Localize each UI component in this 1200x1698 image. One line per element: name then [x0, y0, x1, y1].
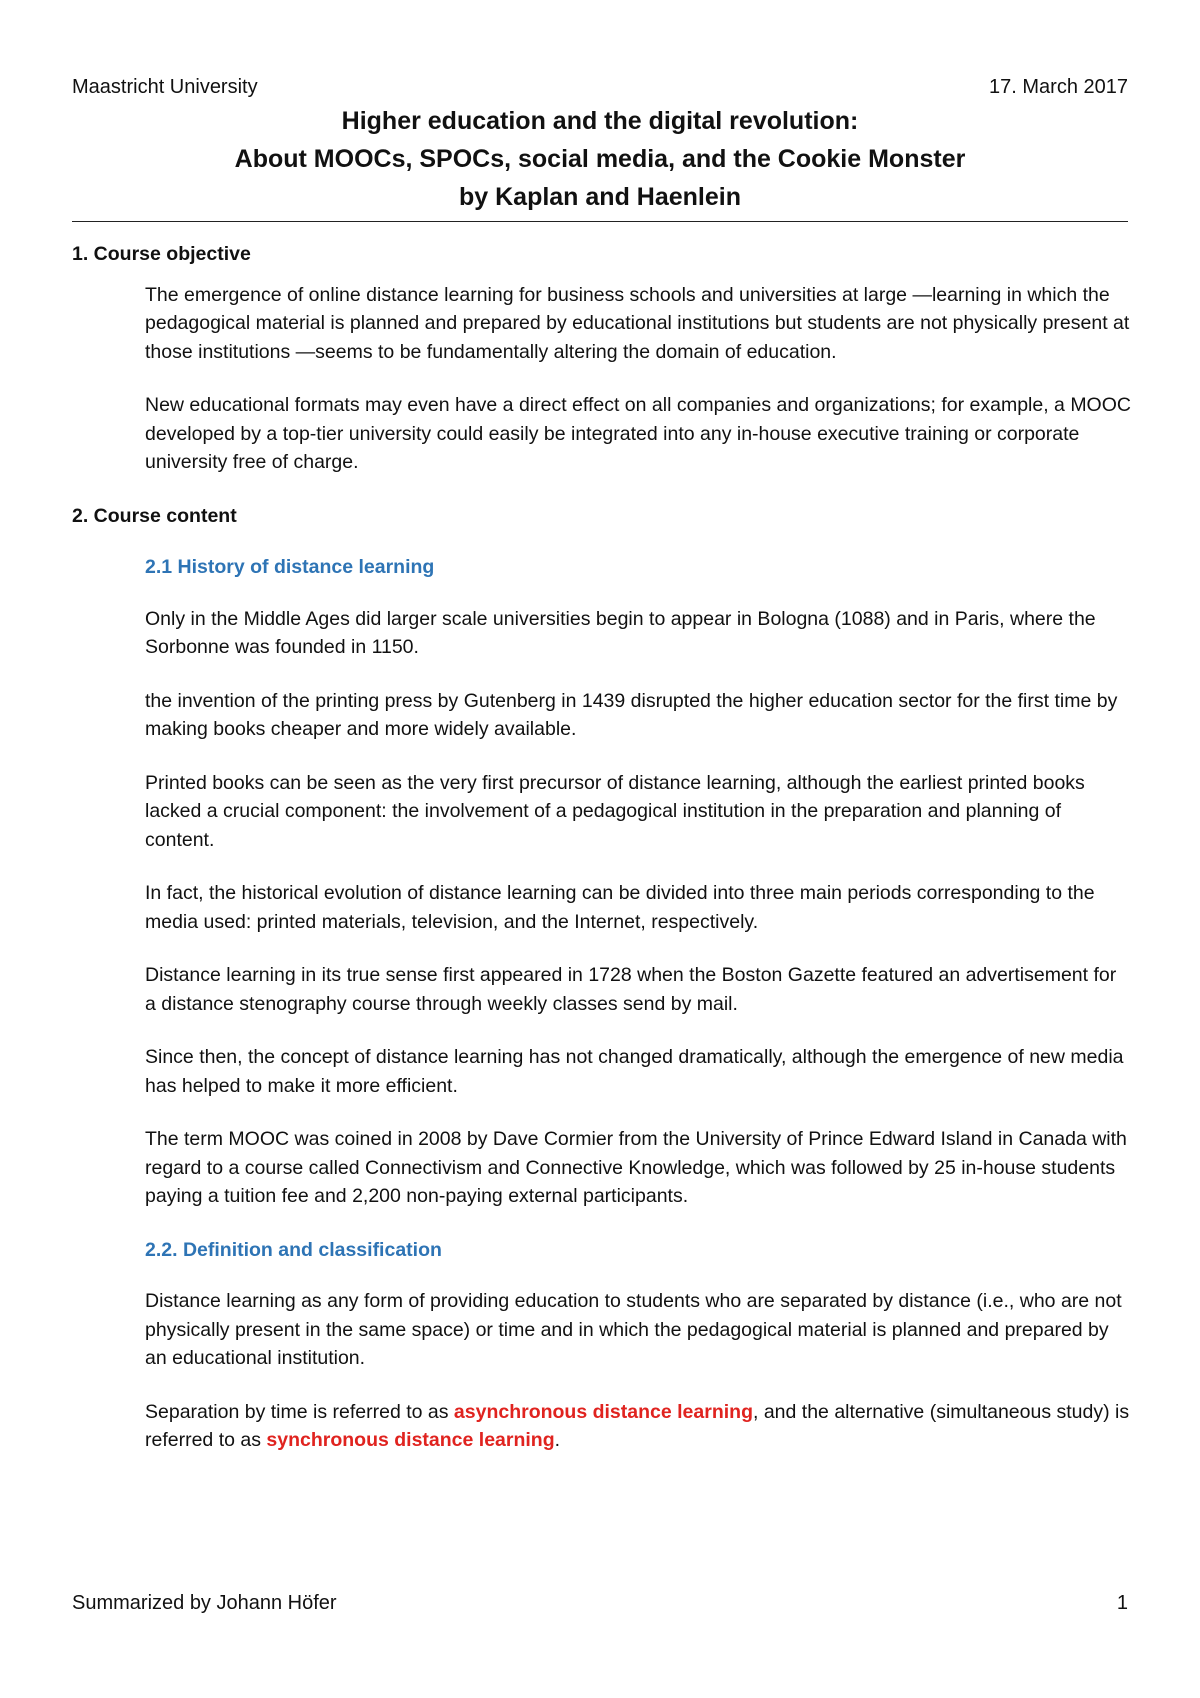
paragraph: Printed books can be seen as the very first precursor of distance learning, although the earliest printed books lacked a crucial component: the involvement of a pedagogical institution in the preparation and planning of content.	[145, 771, 1085, 851]
paragraph: The emergence of online distance learning for business schools and universities at large —learning in which the pedagogical material is planned and prepared by educational institutions but students are not physically present at those institutions —seems to be fundamentally altering the domain of education.	[145, 283, 1130, 363]
paragraph: In fact, the historical evolution of distance learning can be divided into three main periods corresponding to the media used: printed materials, television, and the Internet, respectively.	[145, 882, 1095, 933]
paragraph: Since then, the concept of distance learning has not changed dramatically, although the emergence of new media has helped to make it more efficient.	[145, 1046, 1124, 1097]
paragraph: the invention of the printing press by Gutenberg in 1439 disrupted the higher education sector for the first time by making books cheaper and more widely available.	[145, 689, 1118, 740]
paragraph: Distance learning as any form of providing education to students who are separated by distance (i.e., who are not physically present in the same space) or time and in which the pedagogical material is planned and prepared by an educational institution.	[145, 1290, 1122, 1369]
text-segment: , and the alternative (simultaneous study) is referred to as	[145, 1400, 1130, 1451]
page-number: 1	[1116, 1592, 1128, 1614]
text-segment: .	[554, 1429, 561, 1451]
header-date: 17. March 2017	[989, 76, 1128, 98]
paragraph: The term MOOC was coined in 2008 by Dave Cormier from the University of Prince Edward Island in Canada with regard to a course called Connectivism and Connective Knowledge, which was followed by 25 in-house students paying a tuition fee and 2,200 non-paying external participants.	[145, 1128, 1127, 1207]
paragraph-synchronous	[145, 1398, 1132, 1455]
page-footer	[72, 1590, 1128, 1616]
title-divider	[72, 221, 1128, 222]
subheading-history: 2.1 History of distance learning	[145, 556, 435, 578]
title-line-2: About MOOCs, SPOCs, social media, and the Cookie Monster	[234, 145, 966, 173]
term-asynchronous: asynchronous distance learning	[453, 1400, 753, 1423]
title-line-1: Higher education and the digital revolution:	[341, 107, 859, 135]
paragraph: New educational formats may even have a direct effect on all companies and organizations; for example, a MOOC developed by a top-tier university could easily be integrated into any in-house executive training or corporate university free of charge.	[145, 394, 1131, 473]
text-segment: Separation by time is referred to as	[145, 1400, 454, 1423]
term-synchronous: synchronous distance learning	[266, 1429, 555, 1451]
paragraph: Distance learning in its true sense first appeared in 1728 when the Boston Gazette featured an advertisement for a distance stenography course through weekly classes send by mail.	[145, 964, 1117, 1015]
document-title	[72, 102, 1128, 216]
section-heading-course-objective: 1. Course objective	[72, 243, 251, 265]
title-line-3: by Kaplan and Haenlein	[458, 183, 741, 211]
document-body	[72, 240, 1132, 1480]
footer-author: Summarized by Johann Höfer	[72, 1592, 337, 1614]
paragraph: Only in the Middle Ages did larger scale universities begin to appear in Bologna (1088) and in Paris, where the Sorbonne was founded in 1150.	[145, 607, 1096, 658]
header-institution: Maastricht University	[72, 76, 258, 98]
page-header	[72, 74, 1128, 100]
section-heading-course-content: 2. Course content	[72, 504, 237, 527]
subheading-definition: 2.2. Definition and classification	[145, 1238, 442, 1261]
